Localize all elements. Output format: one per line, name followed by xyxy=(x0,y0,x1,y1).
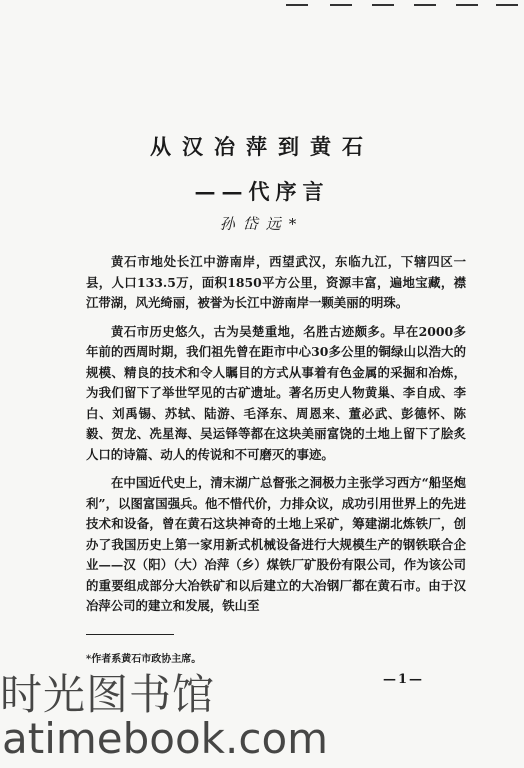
top-rule-6 xyxy=(496,4,518,6)
page-subtitle: ——代序言 xyxy=(194,179,330,204)
paragraph-3: 在中国近代史上，清末湖广总督张之洞极力主张学习西方“船坚炮利”，以图富国强兵。他不惜代价，力排众议，成功引用世界上的先进技术和设备，曾在黄石这块神奇的土地上采矿，筹建湖北炼铁厂，创办了我国历史上第一家用新式机械设备进行大规模生产的钢铁联合企业——汉（阳）（大）冶萍（乡）煤铁厂矿股份有限公司，作为该公司的重要组成部分大冶铁矿和以后建立的大冶钢厂都在黄石市。由于汉冶萍公司的建立和发展，铁山至 xyxy=(86,475,466,613)
top-rule-2 xyxy=(330,4,352,6)
watermark-cn: 时光图书馆 xyxy=(0,670,216,719)
page-number: —1— xyxy=(383,672,425,687)
body-text xyxy=(86,252,466,625)
top-rule-1 xyxy=(286,4,308,6)
author-name: 孙岱远* xyxy=(219,215,305,233)
page-title: 从汉冶萍到黄石 xyxy=(150,134,374,159)
top-rule-5 xyxy=(456,4,478,6)
paragraph-2: 黄石市历史悠久，古为吴楚重地，名胜古迹颇多。早在2000多年前的西周时期，我们祖先曾在距市中心30多公里的铜绿山以浩大的规模、精良的技术和令人瞩目的方式从事着有色金属的采掘和冶炼，为我们留下了举世罕见的古矿遗址。著名历史人物黄巢、李自成、李白、刘禹锡、苏轼、陆游、毛泽东、周恩来、董必武、彭德怀、陈毅、贺龙、冼星海、吴运铎等都在这块美丽富饶的土地上留下了脍炙人口的诗篇、动人的传说和不可磨灭的事迹。 xyxy=(86,323,466,462)
footnote-divider xyxy=(86,634,174,635)
top-rule-4 xyxy=(414,4,436,6)
watermark-en: atimebook.com xyxy=(2,714,329,763)
footnote: *作者系黄石市政协主席。 xyxy=(86,654,202,665)
paragraph-1: 黄石市地处长江中游南岸，西望武汉，东临九江，下辖四区一县，人口133.5万，面积1850平方公里，资源丰富，遍地宝藏，襟江带湖，风光绮丽，被誉为长江中游南岸一颗美丽的明珠。 xyxy=(86,254,466,310)
top-rule-3 xyxy=(372,4,394,6)
